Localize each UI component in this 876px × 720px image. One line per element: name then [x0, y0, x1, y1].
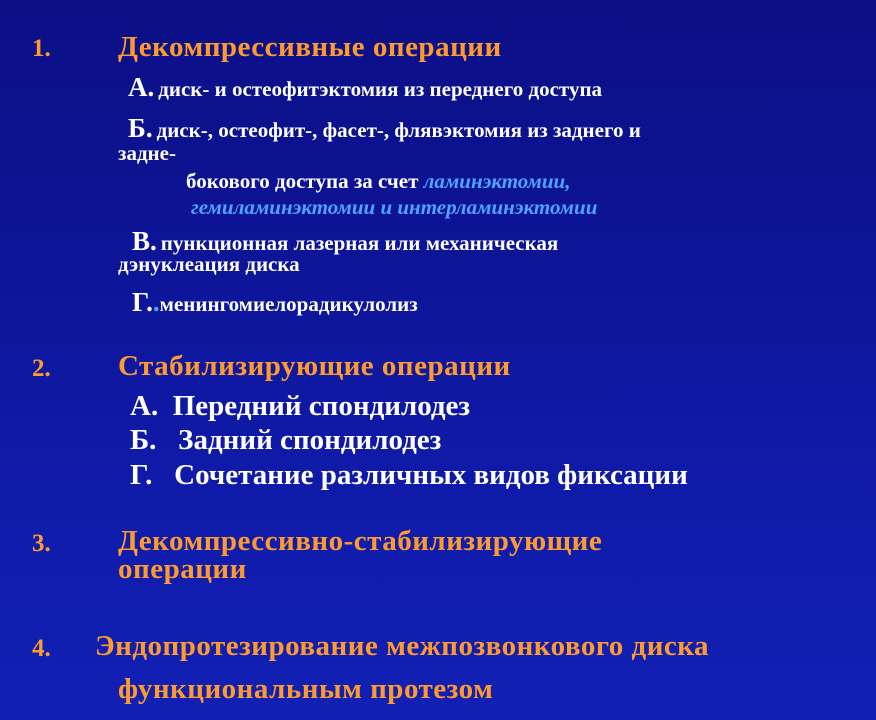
sub-v-letter: В. [132, 226, 157, 256]
sub-v-text-line2: дэнуклеация диска [118, 252, 300, 276]
sub-b-letter: Б. [128, 113, 153, 143]
item-3-number: 3. [32, 530, 51, 557]
item-2-title: Стабилизирующие операции [118, 350, 511, 382]
sub-b-text-line1: диск-, остеофит-, фасет-, флявэктомия из заднего и [156, 118, 641, 142]
sub-b-text-line4: гемиламинэктомии и интерламинэктомии [191, 195, 598, 219]
sub-a-text: диск- и остеофитэктомия из переднего доступа [158, 77, 603, 101]
sub-g-letter: Г. [132, 287, 153, 317]
sub-v-text-line1: пункционная лазерная или механическая [160, 231, 559, 255]
item-1-sub-b [128, 115, 641, 142]
item-2-sub-a: А. Передний спондилодез [130, 390, 471, 422]
item-2-number: 2. [32, 355, 51, 382]
item-4-number: 4. [32, 635, 51, 662]
item-1-sub-a [128, 74, 602, 101]
sub-b-text-line3 [186, 171, 570, 192]
item-2-sub-b: Б. Задний спондилодез [130, 424, 442, 456]
item-1-sub-g [132, 289, 418, 316]
sub-b-text-line3-italic: ламинэктомии, [423, 169, 571, 193]
sub-b-text-line3-plain: бокового доступа за счет [186, 169, 424, 193]
sub-g-text: менингомиелорадикулолиз [159, 292, 418, 316]
item-3-title-line2: операции [118, 553, 247, 585]
item-1-title: Декомпрессивные операции [118, 31, 502, 63]
sub-g-dot: . [152, 287, 160, 317]
item-3-title-line1: Декомпрессивно-стабилизирующие [118, 525, 603, 557]
item-1-number: 1. [32, 35, 51, 62]
item-4-title-line2: функциональным протезом [118, 673, 494, 705]
item-1-sub-v [132, 228, 558, 255]
item-2-sub-g: Г. Сочетание различных видов фиксации [130, 459, 688, 491]
sub-b-text-line2: задне- [118, 141, 176, 165]
item-4-title-line1: Эндопротезирование межпозвонкового диска [95, 630, 710, 662]
sub-a-letter: А. [128, 72, 155, 102]
